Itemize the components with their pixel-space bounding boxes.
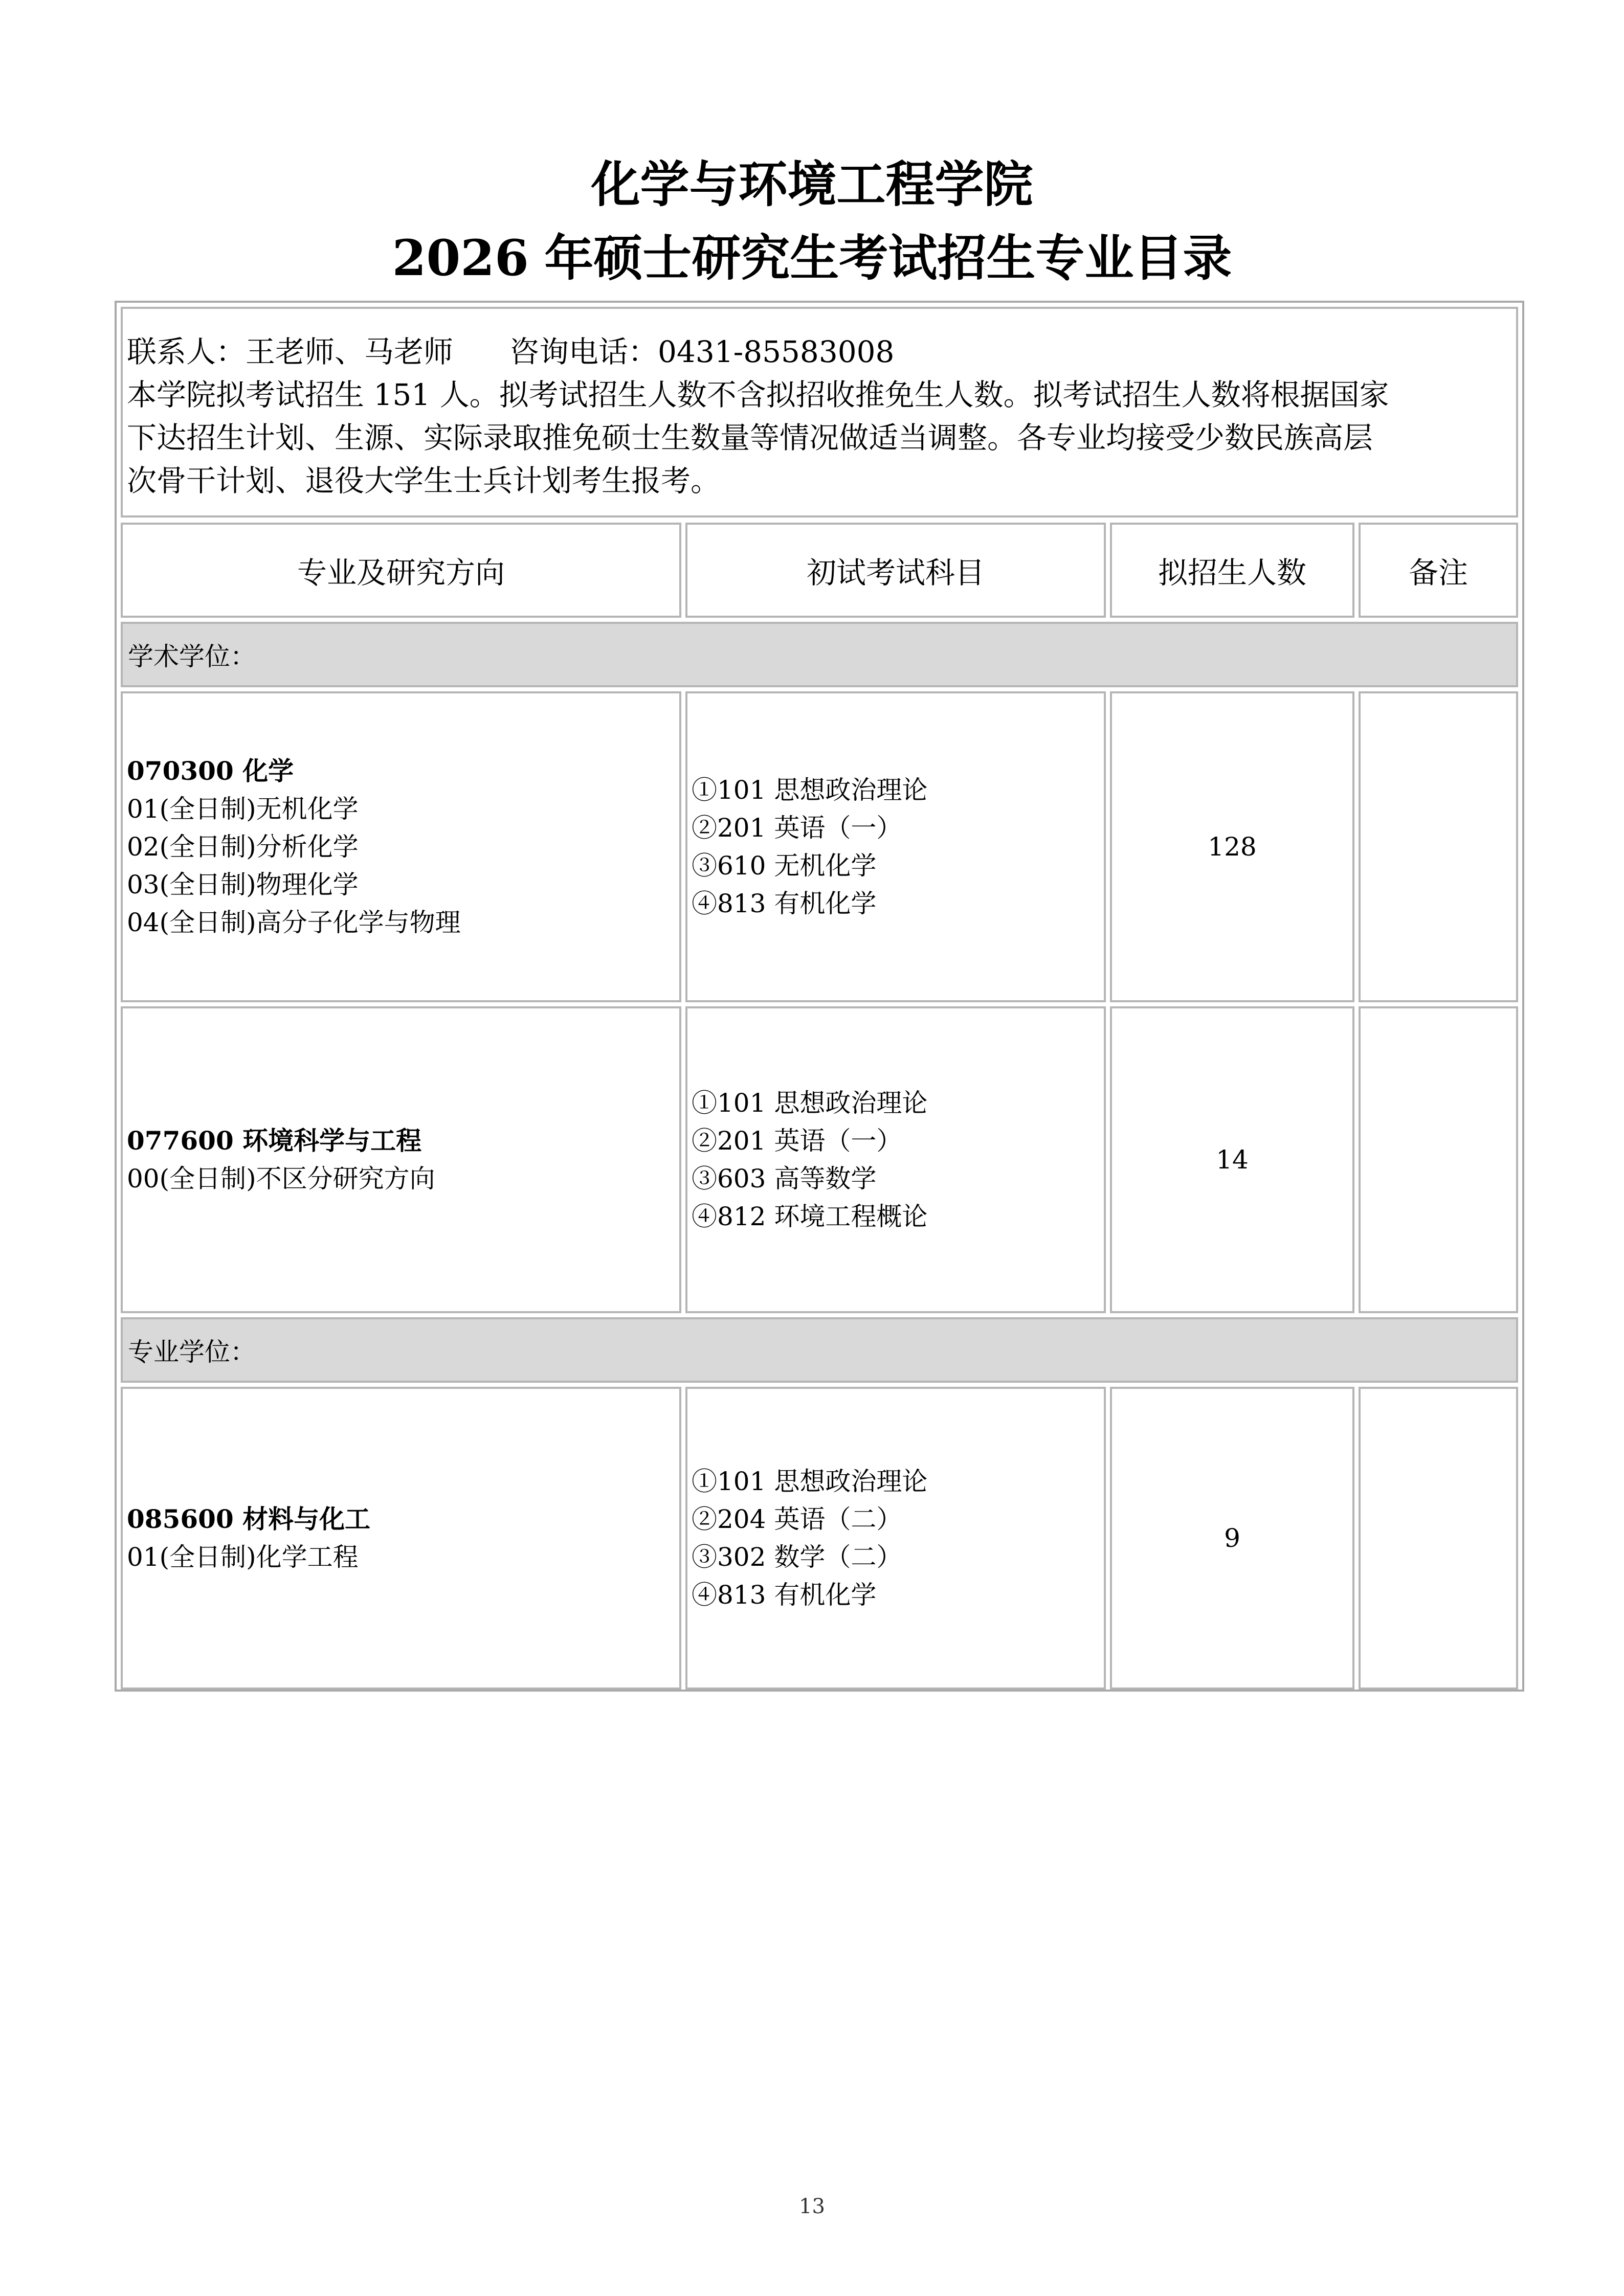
intro-text-line-2: 下达招生计划、生源、实际录取推免硕士生数量等情况做适当调整。各专业均接受少数民族高层 [127, 420, 1373, 455]
subject-item: ④813 有机化学 [692, 889, 877, 918]
direction-item: 04(全日制)高分子化学与物理 [127, 908, 461, 937]
major-name: 085600 材料与化工 [127, 1504, 371, 1534]
header-note: 备注 [1359, 523, 1518, 618]
subject-item: ③302 数学（二） [692, 1542, 902, 1572]
major-name: 070300 化学 [127, 756, 294, 786]
section-professional-degree: 专业学位： [121, 1317, 1518, 1383]
subtitle-year: 2026 [392, 229, 529, 287]
subject-item: ③610 无机化学 [692, 851, 877, 881]
page-subtitle [0, 230, 1624, 286]
subtitle-text: 年硕士研究生考试招生专业目录 [544, 229, 1232, 287]
subject-item: ②204 英语（二） [692, 1504, 902, 1534]
contact-phone: 咨询电话：0431-85583008 [509, 334, 895, 369]
subject-item: ②201 英语（一） [692, 1126, 902, 1156]
subject-item: ④812 环境工程概论 [692, 1202, 928, 1231]
note-cell-085600 [1359, 1387, 1518, 1690]
direction-item: 03(全日制)物理化学 [127, 870, 359, 899]
note-cell-070300 [1359, 691, 1518, 1002]
direction-item: 01(全日制)无机化学 [127, 794, 359, 824]
page-number: 13 [799, 2195, 825, 2218]
subject-item: ④813 有机化学 [692, 1580, 877, 1610]
intro-cell [121, 307, 1518, 517]
catalog-table [115, 301, 1524, 1692]
direction-item: 01(全日制)化学工程 [127, 1542, 359, 1572]
header-count: 拟招生人数 [1110, 523, 1354, 618]
section-academic-degree: 学术学位： [121, 622, 1518, 687]
major-cell-070300 [121, 691, 681, 1002]
subject-item: ①101 思想政治理论 [692, 1088, 928, 1118]
contact-person: 联系人：王老师、马老师 [127, 334, 454, 369]
count-cell-077600: 14 [1110, 1006, 1354, 1313]
major-cell-085600 [121, 1387, 681, 1690]
major-cell-077600 [121, 1006, 681, 1313]
intro-text-line-1: 本学院拟考试招生 151 人。拟考试招生人数不含拟招收推免生人数。拟考试招生人数将根据国家 [127, 377, 1389, 412]
note-cell-077600 [1359, 1006, 1518, 1313]
major-name: 077600 环境科学与工程 [127, 1126, 422, 1156]
count-cell-070300: 128 [1110, 691, 1354, 1002]
subjects-cell-085600 [685, 1387, 1106, 1690]
direction-item: 00(全日制)不区分研究方向 [127, 1164, 435, 1194]
contact-line [127, 330, 1512, 373]
intro-text-line-3: 次骨干计划、退役大学生士兵计划考生报考。 [127, 463, 721, 498]
subject-item: ①101 思想政治理论 [692, 775, 928, 805]
header-major: 专业及研究方向 [121, 523, 681, 618]
header-subjects: 初试考试科目 [685, 523, 1106, 618]
subjects-cell-077600 [685, 1006, 1106, 1313]
count-cell-085600: 9 [1110, 1387, 1354, 1690]
direction-item: 02(全日制)分析化学 [127, 832, 359, 862]
page-title: 化学与环境工程学院 [591, 155, 1033, 213]
subject-item: ①101 思想政治理论 [692, 1467, 928, 1496]
subject-item: ③603 高等数学 [692, 1164, 877, 1194]
subjects-cell-070300 [685, 691, 1106, 1002]
subject-item: ②201 英语（一） [692, 813, 902, 843]
